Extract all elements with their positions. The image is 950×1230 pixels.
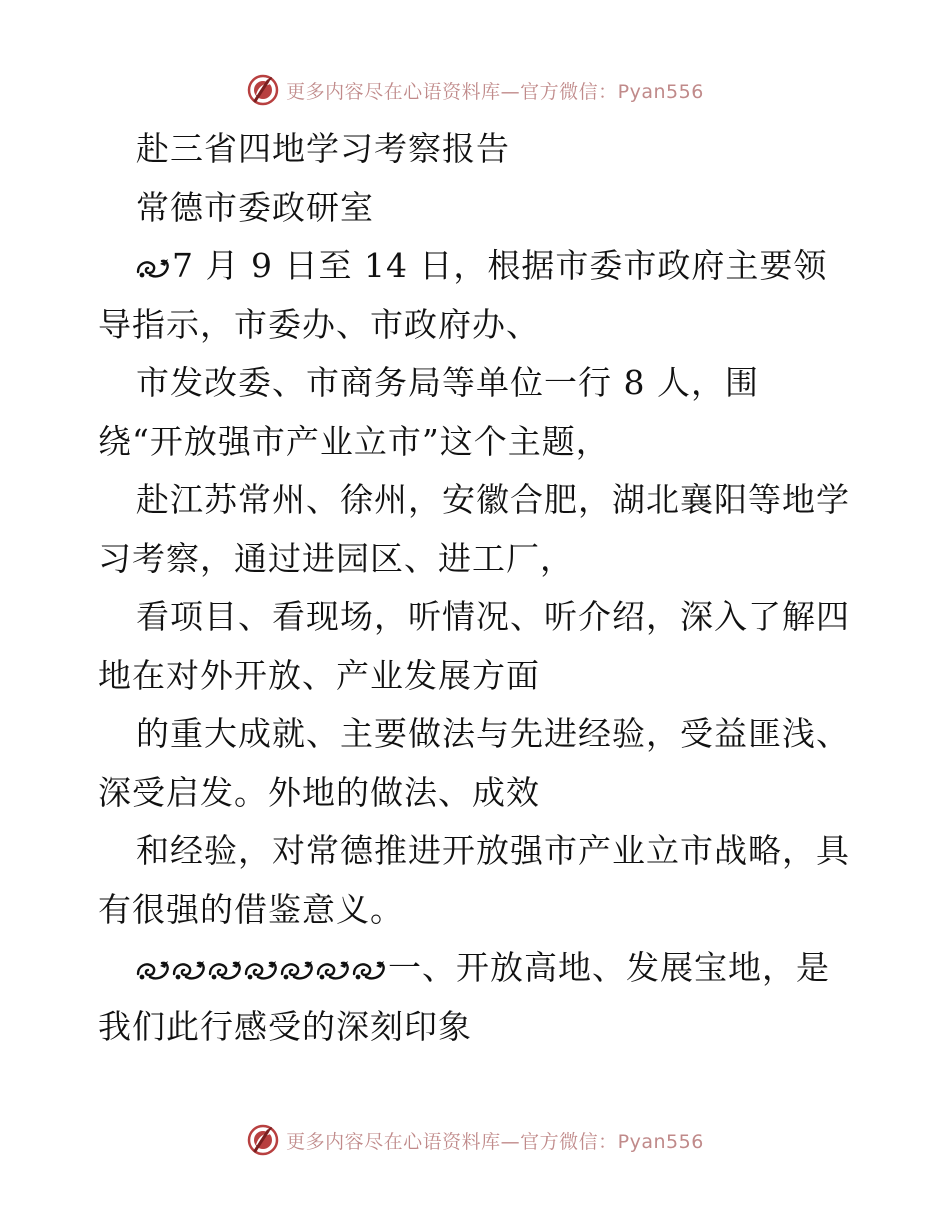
paragraph-5-line-2: 深受启发。外地的做法、成效 bbox=[98, 772, 540, 812]
paragraph-1-line-2: 导指示，市委办、市政府办、 bbox=[98, 304, 540, 344]
header-banner bbox=[0, 70, 950, 110]
fleuron-ornament-icon bbox=[208, 958, 242, 982]
document-title: 赴三省四地学习考察报告 bbox=[136, 129, 510, 168]
fleuron-ornament-icon bbox=[316, 958, 350, 982]
footer-banner-text: 更多内容尽在心语资料库—官方微信：Pyan556 bbox=[286, 1130, 704, 1153]
header-banner-text: 更多内容尽在心语资料库—官方微信：Pyan556 bbox=[286, 80, 704, 103]
paragraph-2-line-1: 市发改委、市商务局等单位一行 8 人，围 bbox=[136, 363, 759, 402]
paragraph-6-line-1: 和经验，对常德推进开放强市产业立市战略，具 bbox=[136, 831, 850, 870]
section-heading-1-line-2: 我们此行感受的深刻印象 bbox=[98, 1006, 472, 1046]
fleuron-ornament-icon bbox=[244, 958, 278, 982]
paragraph-5-line-1: 的重大成就、主要做法与先进经验，受益匪浅、 bbox=[136, 714, 850, 753]
footer-banner bbox=[0, 1120, 950, 1160]
fleuron-ornament-icon bbox=[136, 256, 170, 280]
fleuron-ornament-icon bbox=[352, 958, 386, 982]
red-seal-logo-icon bbox=[246, 73, 280, 107]
paragraph-4-line-2: 地在对外开放、产业发展方面 bbox=[98, 655, 540, 695]
paragraph-2-line-2: 绕“开放强市产业立市”这个主题， bbox=[98, 421, 610, 461]
document-author: 常德市委政研室 bbox=[136, 187, 374, 227]
fleuron-ornament-icon bbox=[172, 958, 206, 982]
paragraph-4-line-1: 看项目、看现场，听情况、听介绍，深入了解四 bbox=[136, 597, 850, 636]
paragraph-3-line-2: 习考察，通过进园区、进工厂， bbox=[98, 538, 574, 578]
fleuron-ornament-icon bbox=[280, 958, 314, 982]
document-body bbox=[98, 120, 858, 1056]
red-seal-logo-icon bbox=[246, 1123, 280, 1157]
section-heading-1-line-1: 一、开放高地、发展宝地，是 bbox=[98, 939, 858, 998]
fleuron-ornament-icon bbox=[136, 958, 170, 982]
paragraph-6-line-2: 有很强的借鉴意义。 bbox=[98, 889, 404, 929]
paragraph-1-line-1: 7 月 9 日至 14 日，根据市委市政府主要领 bbox=[98, 237, 858, 296]
paragraph-3-line-1: 赴江苏常州、徐州，安徽合肥，湖北襄阳等地学 bbox=[136, 480, 850, 519]
